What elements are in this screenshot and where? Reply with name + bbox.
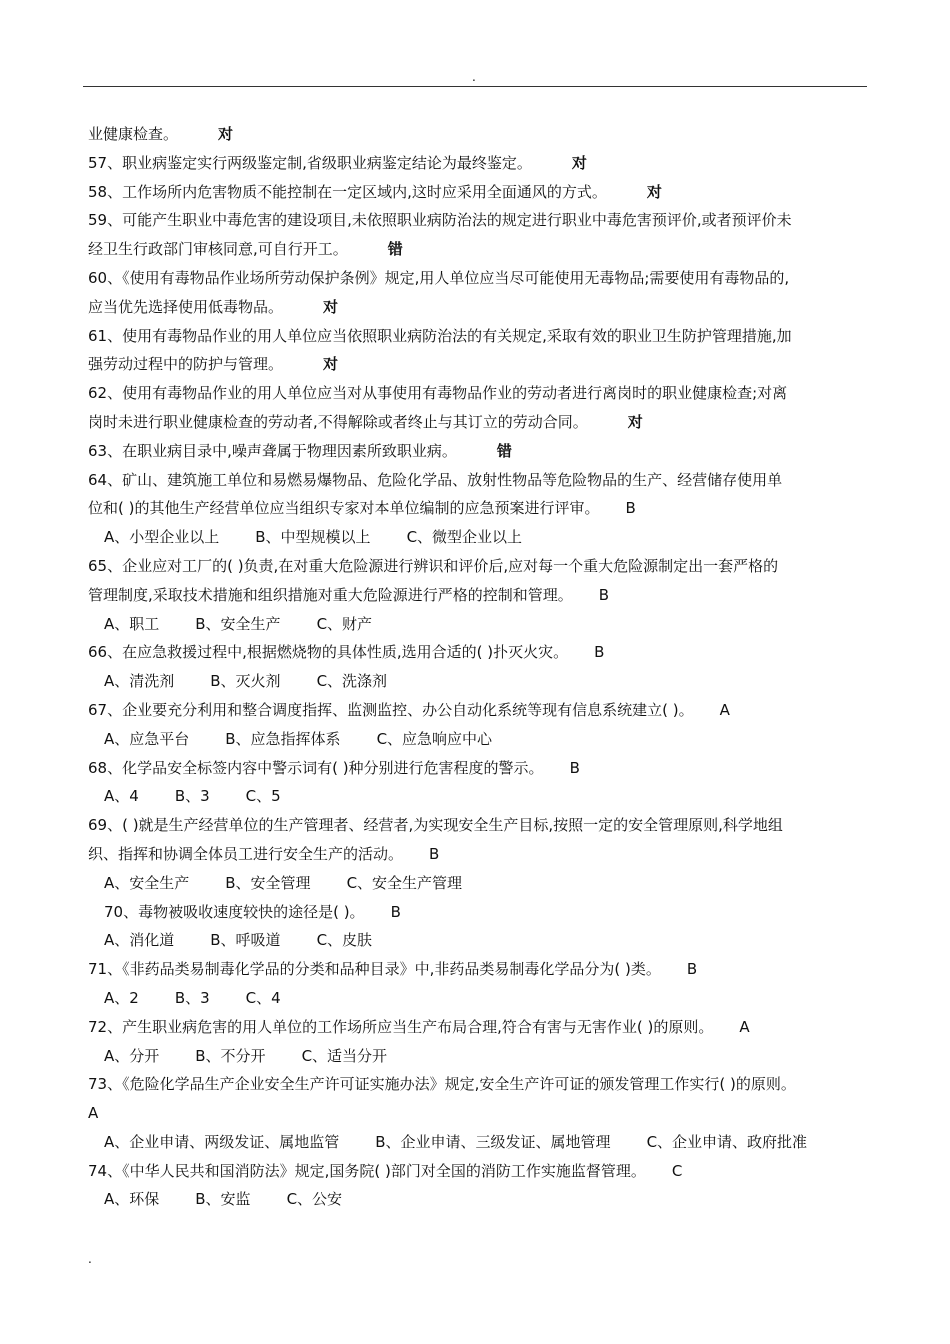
- option-c: C、安全生产管理: [346, 873, 463, 892]
- header-rule: [83, 86, 867, 87]
- line-text: 位和( )的其他生产经营单位应当组织专家对本单位编制的应急预案进行评审。: [88, 499, 600, 518]
- answer-label: B: [625, 499, 636, 518]
- line-text: 62、使用有毒物品作业的用人单位应当对从事使用有毒物品作业的劳动者进行离岗时的职业健康检查;对离: [88, 384, 788, 403]
- document-body: [88, 120, 878, 1214]
- line-text: 经卫生行政部门审核同意,可自行开工。: [88, 240, 348, 259]
- option-a: A、小型企业以上: [104, 528, 220, 547]
- question-63: [88, 437, 878, 466]
- line-text: 65、企业应对工厂的( )负责,在对重大危险源进行辨识和评价后,应对每一个重大危险源制定出一套严格的: [88, 556, 779, 575]
- options-line: [88, 782, 878, 811]
- header-dot: .: [472, 70, 476, 84]
- answer-label: A: [88, 1104, 99, 1123]
- question-61: [88, 322, 878, 351]
- option-a: A、职工: [104, 614, 160, 633]
- text-line: [88, 581, 878, 610]
- line-text: 58、工作场所内危害物质不能控制在一定区域内,这时应采用全面通风的方式。: [88, 182, 607, 201]
- option-c: C、4: [245, 988, 281, 1007]
- question-64: [88, 466, 878, 495]
- option-a: A、清洗剂: [104, 672, 175, 691]
- answer-label: 对: [218, 125, 234, 143]
- text-line: [88, 840, 878, 869]
- option-b: B、安全生产: [195, 614, 281, 633]
- question-73: [88, 1070, 878, 1099]
- option-c: C、微型企业以上: [406, 528, 523, 547]
- option-a: A、消化道: [104, 931, 175, 950]
- option-b: B、中型规模以上: [255, 528, 371, 547]
- option-b: B、3: [174, 787, 210, 806]
- line-text: 岗时未进行职业健康检查的劳动者,不得解除或者终止与其订立的劳动合同。: [88, 412, 588, 431]
- option-c: C、洗涤剂: [316, 672, 388, 691]
- answer-label: B: [569, 758, 580, 777]
- option-a: A、环保: [104, 1190, 160, 1209]
- question-57: [88, 149, 878, 178]
- question-71: [88, 955, 878, 984]
- answer-label: C: [671, 1161, 683, 1180]
- options-line: [88, 667, 878, 696]
- question-62: [88, 379, 878, 408]
- option-b: B、安全管理: [225, 873, 311, 892]
- options-line: [88, 1185, 878, 1214]
- option-a: A、应急平台: [104, 729, 190, 748]
- answer-label: 对: [323, 355, 339, 374]
- question-59: [88, 206, 878, 235]
- answer-label: B: [594, 643, 605, 662]
- text-line: [88, 408, 878, 437]
- line-text: 68、化学品安全标签内容中警示词有( )种分别进行危害程度的警示。: [88, 758, 544, 777]
- option-b: B、不分开: [195, 1046, 266, 1065]
- question-68: [88, 754, 878, 783]
- option-c: C、企业申请、政府批准: [646, 1132, 808, 1151]
- line-text: 61、使用有毒物品作业的用人单位应当依照职业病防治法的有关规定,采取有效的职业卫生防护管理措施,加: [88, 326, 792, 345]
- option-a: A、4: [104, 787, 139, 806]
- line-text: 73、《危险化学品生产企业安全生产许可证实施办法》规定,安全生产许可证的颁发管理工作实行( )的原则。: [88, 1075, 796, 1094]
- line-text: 57、职业病鉴定实行两级鉴定制,省级职业病鉴定结论为最终鉴定。: [88, 153, 532, 172]
- question-65: [88, 552, 878, 581]
- line-text: 71、《非药品类易制毒化学品的分类和品种目录》中,非药品类易制毒化学品分为( )类。: [88, 960, 661, 979]
- options-line: [88, 984, 878, 1013]
- line-text: 强劳动过程中的防护与管理。: [88, 355, 284, 374]
- answer-label: 错: [387, 240, 403, 259]
- answer-label: 错: [496, 441, 512, 460]
- answer-label: B: [686, 960, 698, 979]
- text-line: [88, 1099, 878, 1128]
- question-67: [88, 696, 878, 725]
- question-58: [88, 178, 878, 207]
- answer-label: 对: [627, 412, 643, 431]
- line-text: 业健康检查。: [88, 125, 179, 143]
- answer-label: 对: [646, 182, 662, 201]
- option-a: A、2: [104, 988, 139, 1007]
- line-text: 66、在应急救援过程中,根据燃烧物的具体性质,选用合适的( )扑灭火灾。: [88, 643, 569, 662]
- question-66: [88, 638, 878, 667]
- option-c: C、皮肤: [316, 931, 373, 950]
- answer-label: A: [739, 1017, 750, 1036]
- options-line: [88, 1042, 878, 1071]
- option-b: B、灭火剂: [210, 672, 281, 691]
- option-b: B、企业申请、三级发证、属地管理: [375, 1132, 611, 1151]
- option-a: A、分开: [104, 1046, 160, 1065]
- option-c: C、适当分开: [301, 1046, 388, 1065]
- option-c: C、5: [245, 787, 281, 806]
- options-line: [88, 523, 878, 552]
- line-text: 应当优先选择使用低毒物品。: [88, 297, 284, 316]
- answer-label: B: [598, 585, 610, 604]
- text-line: [88, 235, 878, 264]
- answer-label: 对: [323, 297, 339, 316]
- question-70: [88, 898, 878, 927]
- question-69: [88, 811, 878, 840]
- option-a: A、安全生产: [104, 873, 190, 892]
- options-line: [88, 1128, 878, 1157]
- footer-dot: .: [88, 1252, 92, 1266]
- question-74: [88, 1157, 878, 1186]
- options-line: [88, 725, 878, 754]
- answer-label: A: [719, 700, 730, 719]
- answer-label: 对: [571, 153, 587, 172]
- line-text: 67、企业要充分利用和整合调度指挥、监测监控、办公自动化系统等现有信息系统建立( )。: [88, 700, 694, 719]
- options-line: [88, 926, 878, 955]
- answer-label: B: [429, 844, 440, 863]
- option-c: C、应急响应中心: [376, 729, 493, 748]
- text-line: [88, 293, 878, 322]
- option-c: C、公安: [286, 1190, 343, 1209]
- line-text: 管理制度,采取技术措施和组织措施对重大危险源进行严格的控制和管理。: [88, 585, 573, 604]
- option-c: C、财产: [316, 614, 373, 633]
- line-text: 74、《中华人民共和国消防法》规定,国务院( )部门对全国的消防工作实施监督管理。: [88, 1161, 646, 1180]
- option-b: B、安监: [195, 1190, 251, 1209]
- answer-label: B: [390, 902, 401, 921]
- text-line: [88, 350, 878, 379]
- text-line: [88, 120, 878, 149]
- option-b: B、呼吸道: [210, 931, 281, 950]
- line-text: 64、矿山、建筑施工单位和易燃易爆物品、危险化学品、放射性物品等危险物品的生产、经营储存使用单: [88, 470, 783, 489]
- options-line: [88, 869, 878, 898]
- line-text: 69、( )就是生产经营单位的生产管理者、经营者,为实现安全生产目标,按照一定的安全管理原则,科学地组: [88, 816, 783, 835]
- line-text: 72、产生职业病危害的用人单位的工作场所应当生产布局合理,符合有害与无害作业( )的原则。: [88, 1017, 714, 1036]
- line-text: 60、《使用有毒物品作业场所劳动保护条例》规定,用人单位应当尽可能使用无毒物品;需要使用有毒物品的,: [88, 268, 790, 287]
- line-text: 63、在职业病目录中,噪声聋属于物理因素所致职业病。: [88, 441, 457, 460]
- option-b: B、3: [174, 988, 210, 1007]
- options-line: [88, 610, 878, 639]
- option-b: B、应急指挥体系: [225, 729, 341, 748]
- question-60: [88, 264, 878, 293]
- line-text: 59、可能产生职业中毒危害的建设项目,未依照职业病防治法的规定进行职业中毒危害预评价,或者预评价未: [88, 211, 792, 230]
- option-a: A、企业申请、两级发证、属地监管: [104, 1132, 340, 1151]
- text-line: [88, 494, 878, 523]
- question-72: [88, 1013, 878, 1042]
- line-text: 织、指挥和协调全体员工进行安全生产的活动。: [88, 844, 404, 863]
- line-text: 70、毒物被吸收速度较快的途径是( )。: [104, 902, 365, 921]
